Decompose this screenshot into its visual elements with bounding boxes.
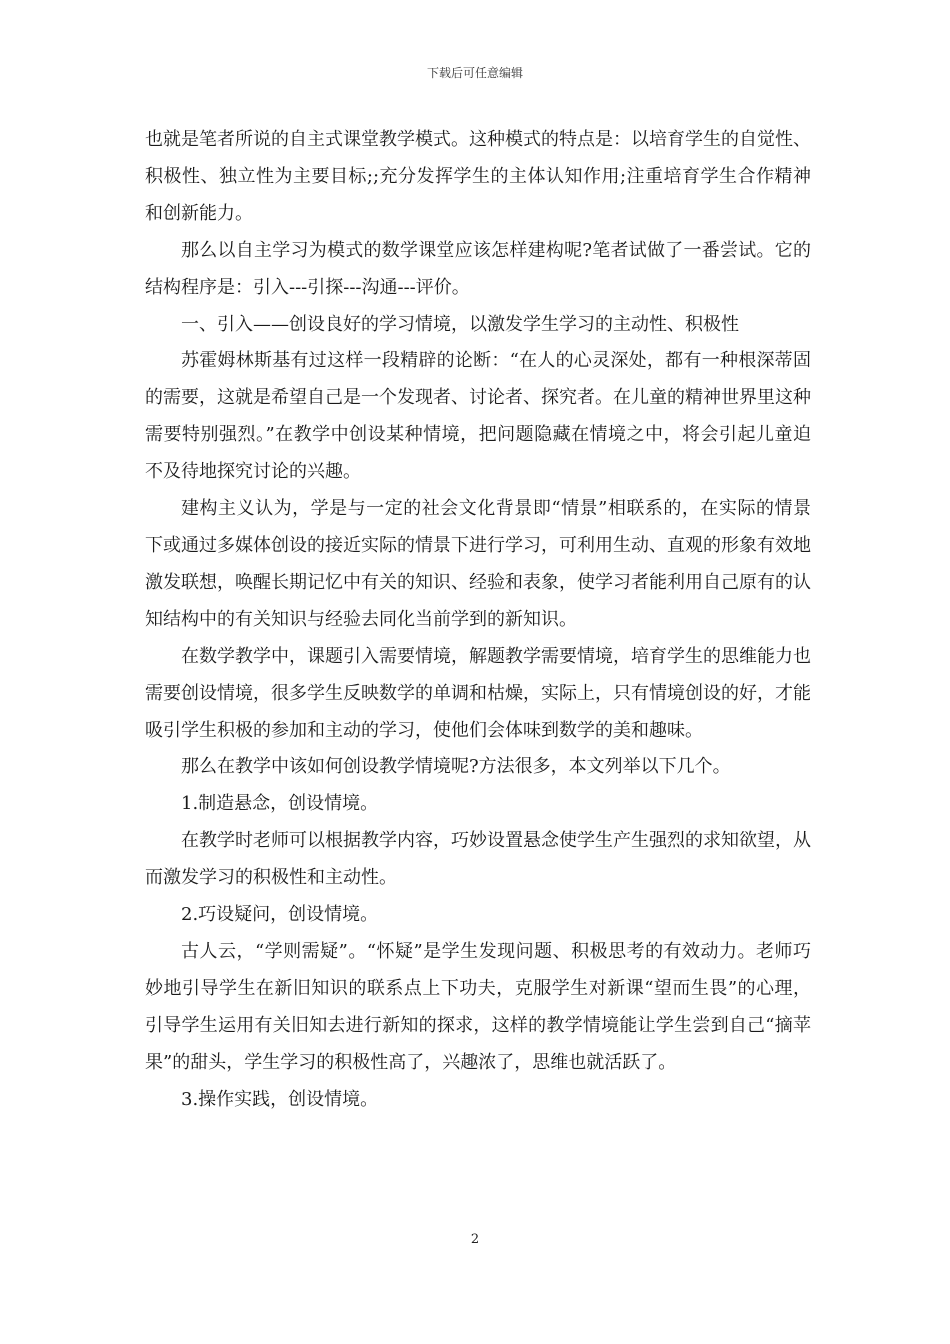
page-header: 下载后可任意编辑: [426, 66, 523, 80]
list-heading: 1.制造悬念，创设情境。: [181, 793, 379, 815]
paragraph: 也就是笔者所说的自主式课堂教学模式。这种模式的特点是：以培育学生的自觉性、积极性、独立性为主要目标;;充分发挥学生的主体认知作用;注重培育学生合作精神和创新能力。: [145, 129, 811, 224]
paragraph: 建构主义认为，学是与一定的社会文化背景即“情景”相联系的，在实际的情景下或通过多媒体创设的接近实际的情景下进行学习，可利用生动、直观的形象有效地激发联想，唤醒长期记忆中有关的知识、经验和表象，使学习者能利用自己原有的认知结构中的有关知识与经验去同化当前学到的新知识。: [145, 498, 811, 630]
paragraph: 苏霍姆林斯基有过这样一段精辟的论断：“在人的心灵深处，都有一种根深蒂固的需要，这就是希望自己是一个发现者、讨论者、探究者。在儿童的精神世界里这种需要特别强烈。”在教学中创设某种情境，把问题隐藏在情境之中，将会引起儿童迫不及待地探究讨论的兴趣。: [145, 350, 811, 483]
list-heading: 2.巧设疑问，创设情境。: [181, 904, 379, 926]
document-body: [145, 122, 811, 1118]
list-heading: 3.操作实践，创设情境。: [181, 1088, 379, 1110]
paragraph: 那么以自主学习为模式的数学课堂应该怎样建构呢?笔者试做了一番尝试。它的结构程序是：引入---引探---沟通---评价。: [145, 239, 811, 298]
page-number: 2: [470, 1232, 480, 1247]
section-heading: 一、引入——创设良好的学习情境，以激发学生学习的主动性、积极性: [181, 313, 739, 335]
paragraph: 在教学时老师可以根据教学内容，巧妙设置悬念使学生产生强烈的求知欲望，从而激发学习的积极性和主动性。: [145, 830, 811, 889]
paragraph: 那么在教学中该如何创设教学情境呢?方法很多，本文列举以下几个。: [181, 756, 731, 778]
paragraph: 古人云，“学则需疑”。“怀疑”是学生发现问题、积极思考的有效动力。老师巧妙地引导学生在新旧知识的联系点上下功夫，克服学生对新课“望而生畏”的心理，引导学生运用有关旧知去进行新知的探求，这样的教学情境能让学生尝到自己“摘苹果”的甜头，学生学习的积极性高了，兴趣浓了，思维也就活跃了。: [145, 940, 811, 1073]
paragraph: 在数学教学中，课题引入需要情境，解题教学需要情境，培育学生的思维能力也需要创设情境，很多学生反映数学的单调和枯燥，实际上，只有情境创设的好，才能吸引学生积极的参加和主动的学习，使他们会体味到数学的美和趣味。: [145, 645, 811, 741]
